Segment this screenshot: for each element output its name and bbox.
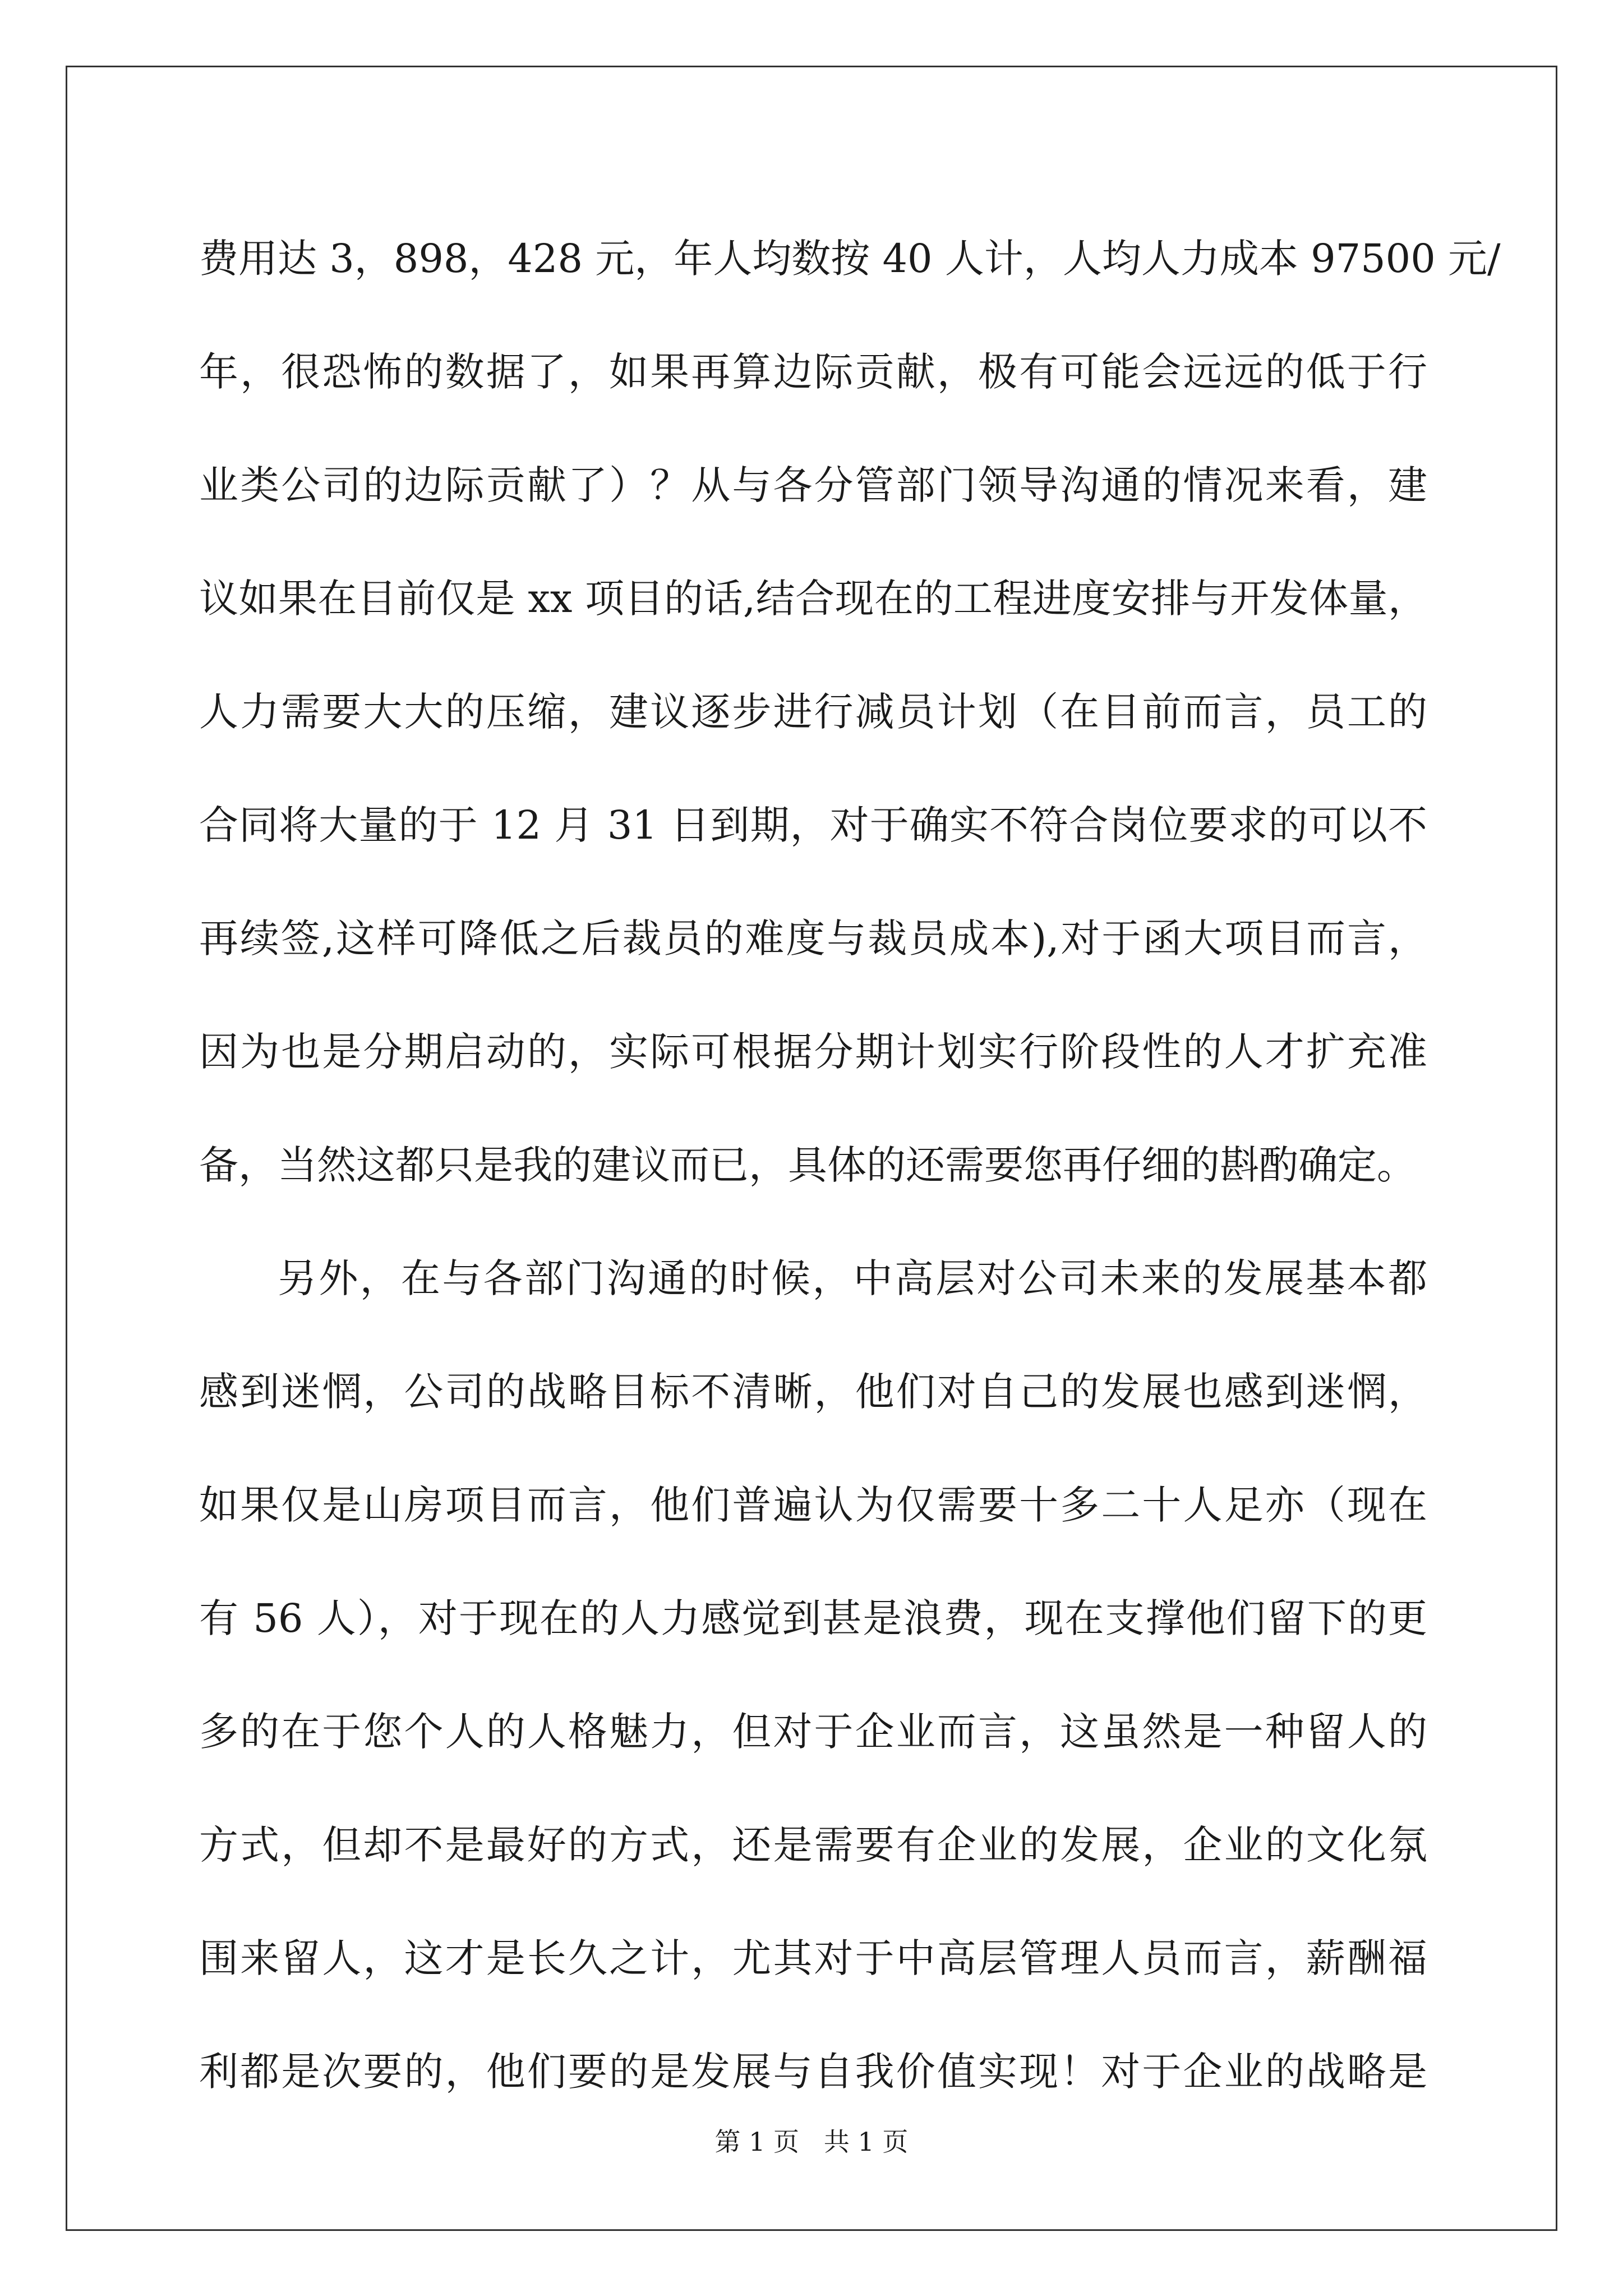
text-line: 年，很恐怖的数据了，如果再算边际贡献，极有可能会远远的低于行 xyxy=(199,349,1427,395)
text-line: 围来留人，这才是长久之计，尤其对于中高层管理人员而言，薪酬福 xyxy=(199,1935,1427,1981)
text-line: 业类公司的边际贡献了）？从与各分管部门领导沟通的情况来看，建 xyxy=(199,462,1427,508)
text-line: 有 56 人），对于现在的人力感觉到甚是浪费，现在支撑他们留下的更 xyxy=(199,1595,1427,1641)
text-line: 因为也是分期启动的，实际可根据分期计划实行阶段性的人才扩充准 xyxy=(199,1029,1427,1075)
document-body xyxy=(199,202,1501,2128)
text-line: 如果仅是山房项目而言，他们普遍认为仅需要十多二十人足亦（现在 xyxy=(199,1482,1427,1528)
text-line: 议如果在目前仅是 xx 项目的话,结合现在的工程进度安排与开发体量， xyxy=(199,576,1427,622)
text-line: 方式，但却不是最好的方式，还是需要有企业的发展，企业的文化氛 xyxy=(199,1822,1427,1868)
text-line: 利都是次要的，他们要的是发展与自我价值实现！对于企业的战略是 xyxy=(199,2049,1427,2095)
text-line: 再续签,这样可降低之后裁员的难度与裁员成本),对于函大项目而言， xyxy=(199,915,1427,961)
text-line: 另外，在与各部门沟通的时候，中高层对公司未来的发展基本都 xyxy=(278,1255,1427,1301)
text-line: 合同将大量的于 12 月 31 日到期，对于确实不符合岗位要求的可以不 xyxy=(199,802,1427,848)
text-line: 多的在于您个人的人格魅力，但对于企业而言，这虽然是一种留人的 xyxy=(199,1709,1427,1755)
text-line: 人力需要大大的压缩，建议逐步进行减员计划（在目前而言，员工的 xyxy=(199,689,1427,735)
text-line: 备，当然这都只是我的建议而已，具体的还需要您再仔细的斟酌确定。 xyxy=(199,1142,1416,1188)
text-line: 费用达 3，898，428 元，年人均数按 40 人计，人均人力成本 97500 元/ xyxy=(199,236,1501,282)
text-line: 感到迷惘，公司的战略目标不清晰，他们对自己的发展也感到迷惘， xyxy=(199,1369,1427,1415)
page-number-footer: 第 1 页 共 1 页 xyxy=(714,2127,909,2157)
